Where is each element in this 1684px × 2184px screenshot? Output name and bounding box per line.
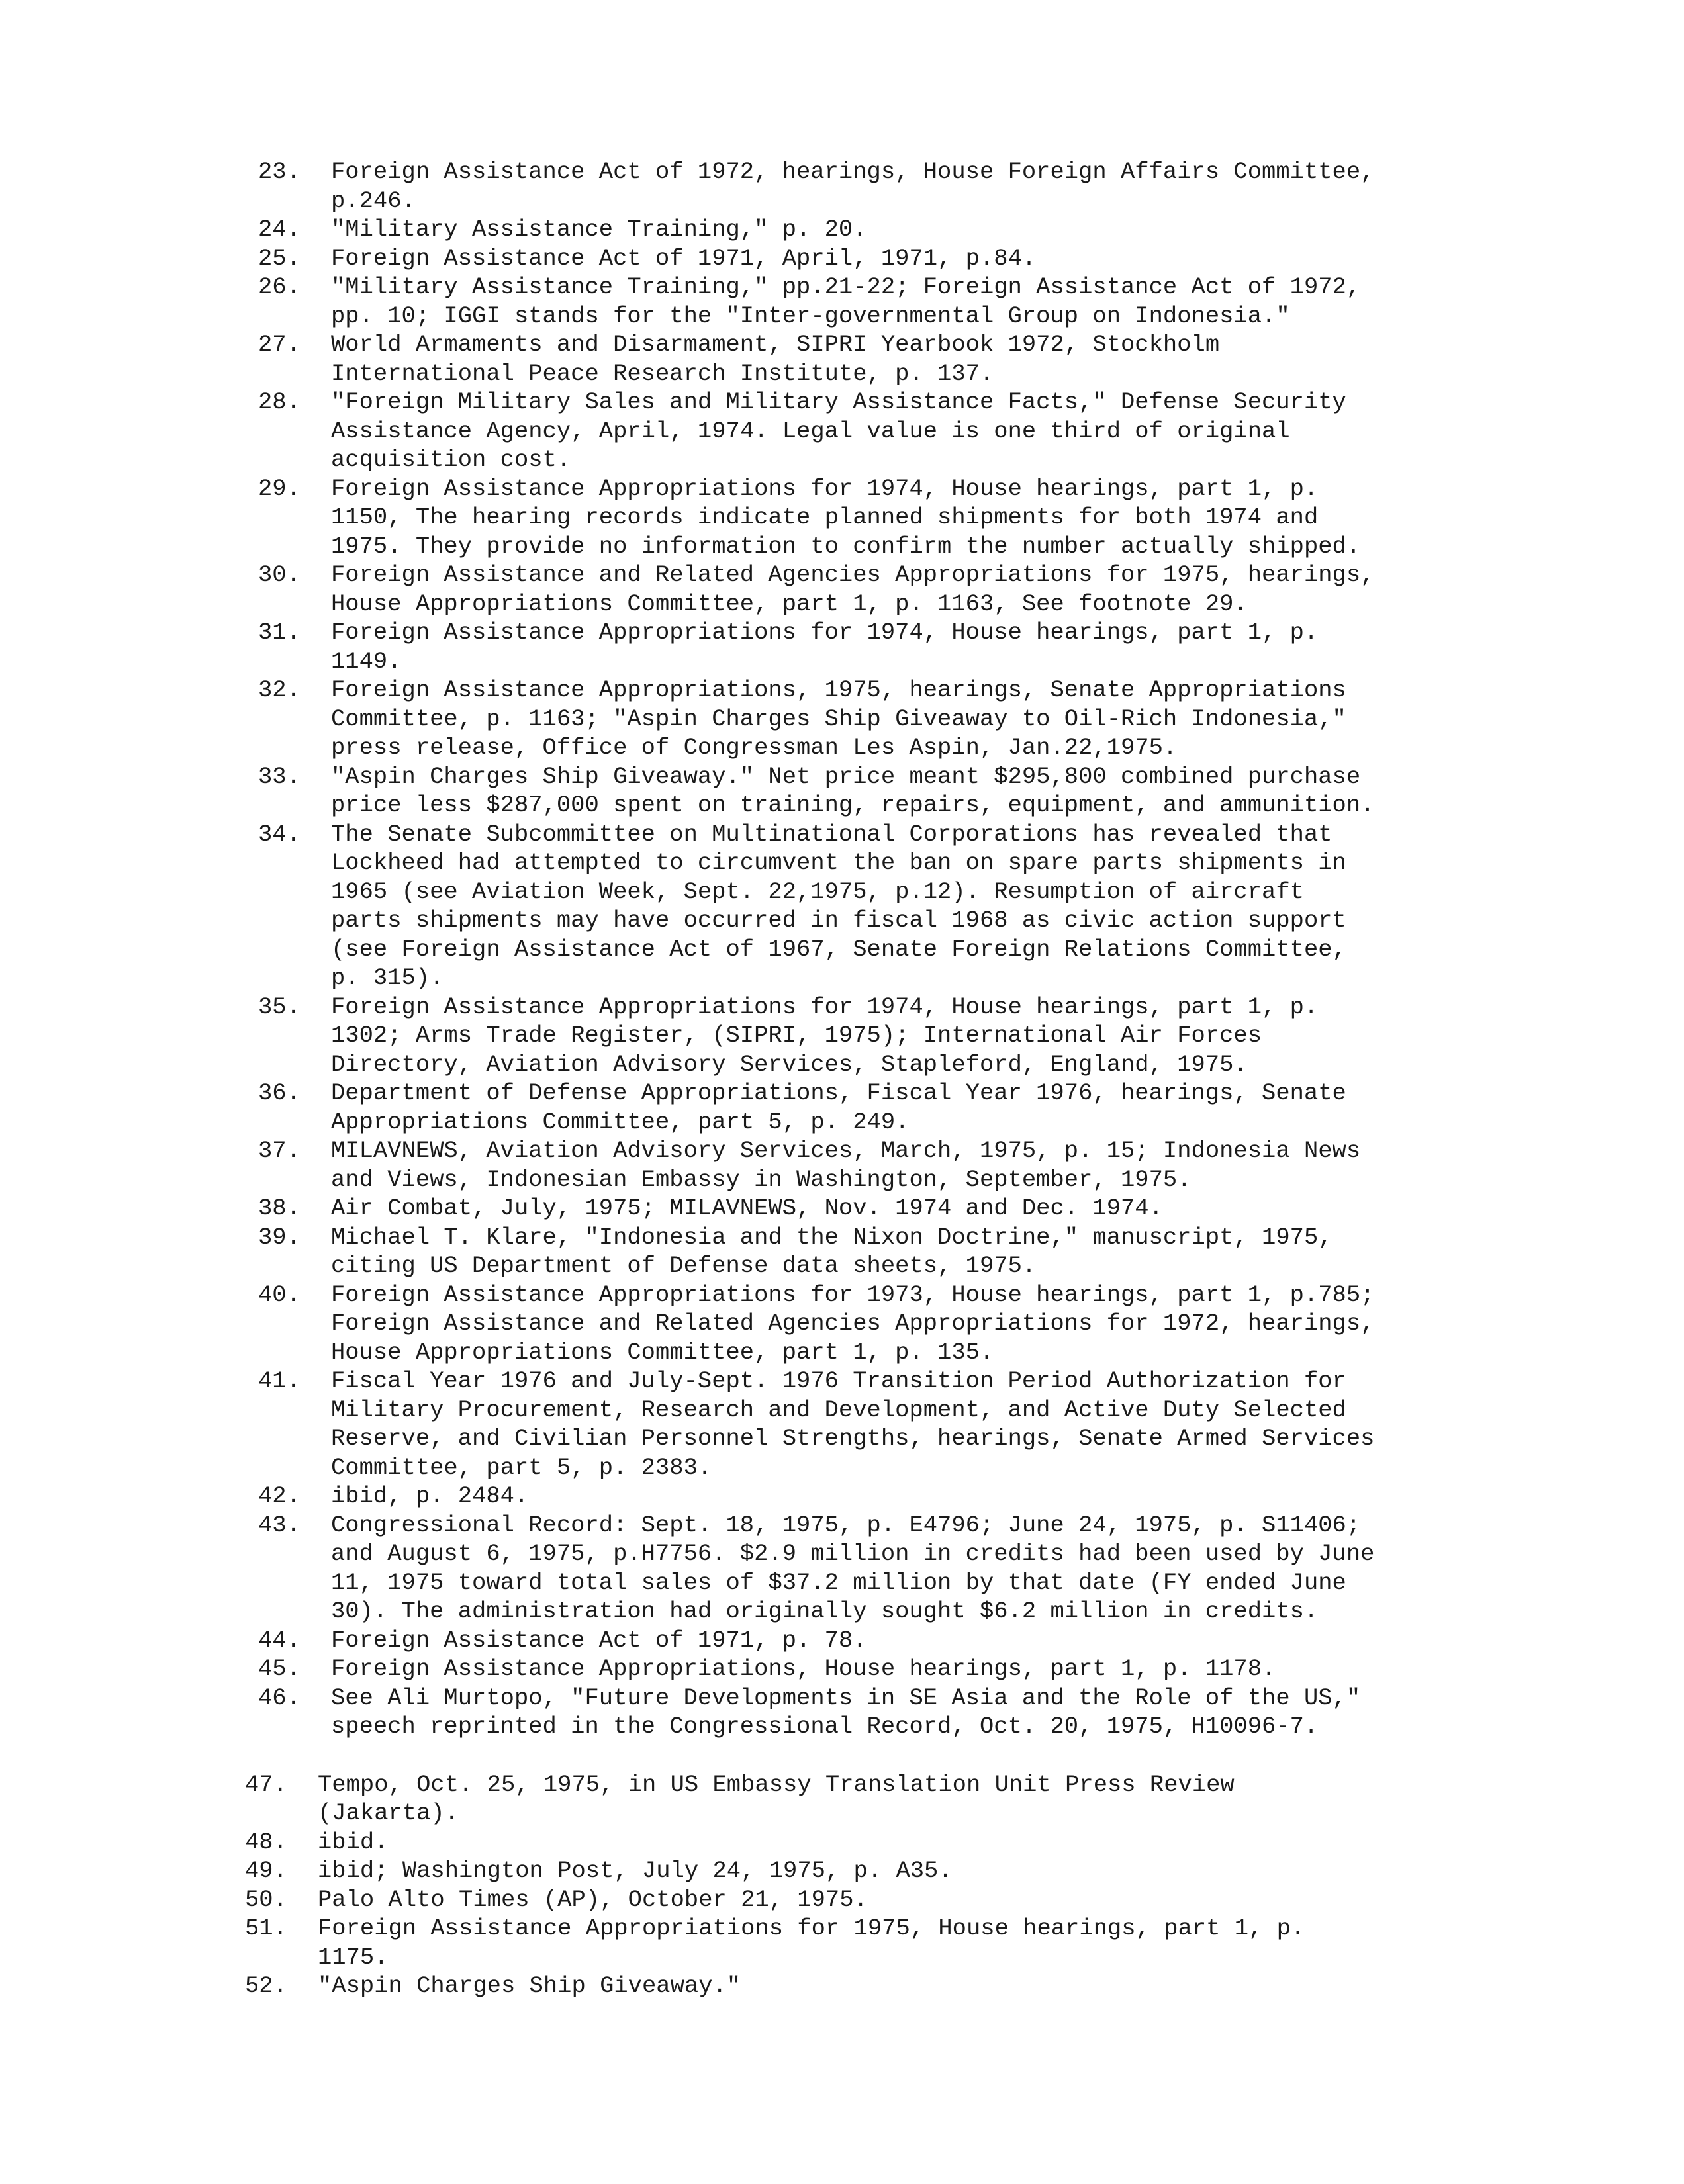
footnote [258, 1281, 1383, 1367]
footnote-text: Foreign Assistance Appropriations for 1974, House hearings, part 1, p. 1150, The hearing records indicate planned shipments for both 1974 and 1975. They provide no information to confirm the number actually shipped. [331, 475, 1361, 560]
footnote-text: Foreign Assistance Act of 1971, April, 1971, p.84. [331, 244, 1037, 272]
footnote [258, 1194, 1383, 1223]
footnote [258, 388, 1383, 475]
footnote-text: Tempo, Oct. 25, 1975, in US Embassy Translation Unit Press Review (Jakarta). [318, 1770, 1235, 1827]
footnote-text: ibid. [318, 1828, 389, 1856]
footnote-number: 26. [258, 273, 301, 300]
footnote [245, 1828, 1383, 1857]
footnote [258, 820, 1383, 993]
footnote-number: 25. [258, 244, 301, 272]
footnote-text: Congressional Record: Sept. 18, 1975, p. E4796; June 24, 1975, p. S11406; and August 6, 1975, p.H7756. $2.9 million in credits had been used by June 11, 1975 toward total sales of $37.2 million by that date (FY ended June 30). The administration had originally sought $6.2 million in credits. [331, 1511, 1375, 1625]
footnote-number: 30. [258, 561, 301, 588]
footnote [258, 676, 1383, 762]
footnote-number: 49. [245, 1857, 287, 1884]
footnote-number: 48. [245, 1828, 287, 1856]
footnote-text: Foreign Assistance Appropriations, House hearings, part 1, p. 1178. [331, 1655, 1276, 1682]
footnote-number: 40. [258, 1281, 301, 1308]
footnote-number: 38. [258, 1195, 301, 1222]
footnote-text: Foreign Assistance Act of 1971, p. 78. [331, 1626, 867, 1654]
footnote-number: 37. [258, 1137, 301, 1164]
footnote [258, 1079, 1383, 1136]
footnote-number: 36. [258, 1079, 301, 1107]
footnote-number: 51. [245, 1915, 287, 1942]
footnote [258, 1482, 1383, 1511]
footnote-text: Palo Alto Times (AP), October 21, 1975. [318, 1886, 868, 1913]
footnote-text: Foreign Assistance and Related Agencies Appropriations for 1975, hearings, House Appropriations Committee, part 1, p. 1163, See footnote 29. [331, 561, 1375, 617]
footnote [258, 273, 1383, 330]
footnote-group-second [245, 1770, 1383, 2001]
footnote-number: 46. [258, 1684, 301, 1711]
footnote-text: "Aspin Charges Ship Giveaway." Net price meant $295,800 combined purchase price less $287,000 spent on training, repairs, equipment, and ammunition. [331, 762, 1375, 819]
footnote-text: "Military Assistance Training," p. 20. [331, 216, 867, 243]
footnote [258, 158, 1383, 215]
footnote-text: "Foreign Military Sales and Military Assistance Facts," Defense Security Assistance Agency, April, 1974. Legal value is one third of original acquisition cost. [331, 388, 1346, 473]
footnote [245, 1972, 1383, 2001]
footnote-number: 32. [258, 676, 301, 704]
footnote-text: World Armaments and Disarmament, SIPRI Yearbook 1972, Stockholm International Peace Research Institute, p. 137. [331, 331, 1220, 387]
footnote-text: Foreign Assistance Appropriations for 1973, House hearings, part 1, p.785; Foreign Assistance and Related Agencies Appropriations for 1972, hearings, House Appropriations Committee, part 1, p. 135. [331, 1281, 1375, 1366]
footnote-text: Michael T. Klare, "Indonesia and the Nixon Doctrine," manuscript, 1975, citing US Department of Defense data sheets, 1975. [331, 1223, 1333, 1279]
footnote-text: Foreign Assistance Act of 1972, hearings, House Foreign Affairs Committee, p.246. [331, 158, 1375, 214]
footnote [258, 993, 1383, 1079]
footnote-number: 41. [258, 1367, 301, 1394]
footnote-number: 29. [258, 475, 301, 502]
footnote-text: Foreign Assistance Appropriations for 1974, House hearings, part 1, p. 1149. [331, 619, 1319, 675]
footnote [258, 244, 1383, 273]
footnote-text: The Senate Subcommittee on Multinational Corporations has revealed that Lockheed had attempted to circumvent the ban on spare parts shipments in 1965 (see Aviation Week, Sept. 22,1975, p.12). Resumption of aircraft parts shipments may have occurred in fiscal 1968 as civic action support (see Foreign Assistance Act of 1967, Senate Foreign Relations Committee, p. 315). [331, 820, 1346, 991]
footnote-text: Air Combat, July, 1975; MILAVNEWS, Nov. 1974 and Dec. 1974. [331, 1195, 1163, 1222]
footnote-list [245, 158, 1383, 2001]
footnote-number: 24. [258, 216, 301, 243]
footnote-number: 39. [258, 1223, 301, 1251]
footnote-text: ibid; Washington Post, July 24, 1975, p. A35. [318, 1857, 953, 1884]
footnote [245, 1770, 1383, 1828]
footnote [258, 1511, 1383, 1626]
footnote [258, 475, 1383, 561]
footnote [245, 1886, 1383, 1915]
footnote-text: Foreign Assistance Appropriations for 1975, House hearings, part 1, p. 1175. [318, 1915, 1305, 1971]
footnote-number: 34. [258, 820, 301, 848]
footnote [258, 1626, 1383, 1655]
footnote-number: 50. [245, 1886, 287, 1913]
footnote [258, 1684, 1383, 1741]
footnote [258, 1367, 1383, 1482]
footnote [258, 1223, 1383, 1281]
footnote [258, 561, 1383, 618]
footnote-number: 33. [258, 762, 301, 790]
section-gap [258, 1741, 1383, 1770]
footnote [245, 1914, 1383, 1972]
footnote-text: Foreign Assistance Appropriations, 1975, hearings, Senate Appropriations Committee, p. 1163; "Aspin Charges Ship Giveaway to Oil-Rich Indonesia," press release, Office of Congressman Les Aspin, Jan.22,1975. [331, 676, 1346, 761]
footnote-text: Department of Defense Appropriations, Fiscal Year 1976, hearings, Senate Appropriations Committee, part 5, p. 249. [331, 1079, 1346, 1136]
footnote [258, 762, 1383, 820]
footnote [258, 215, 1383, 244]
footnote-number: 27. [258, 331, 301, 358]
footnote-number: 28. [258, 388, 301, 416]
footnote-number: 43. [258, 1511, 301, 1539]
footnote-number: 23. [258, 158, 301, 185]
footnote-text: Fiscal Year 1976 and July-Sept. 1976 Transition Period Authorization for Military Procurement, Research and Development, and Active Duty Selected Reserve, and Civilian Personnel Strengths, hearings, Senate Armed Services Committee, part 5, p. 2383. [331, 1367, 1375, 1481]
footnote-text: "Military Assistance Training," pp.21-22; Foreign Assistance Act of 1972, pp. 10; IGGI stands for the "Inter-governmental Group on Indonesia." [331, 273, 1361, 330]
footnote-number: 31. [258, 619, 301, 646]
footnote-text: ibid, p. 2484. [331, 1482, 529, 1510]
footnote-number: 35. [258, 993, 301, 1021]
footnote-text: Foreign Assistance Appropriations for 1974, House hearings, part 1, p. 1302; Arms Trade Register, (SIPRI, 1975); International Air Forces Directory, Aviation Advisory Services, Stapleford, England, 1975. [331, 993, 1319, 1078]
footnote [258, 330, 1383, 388]
footnote-text: See Ali Murtopo, "Future Developments in SE Asia and the Role of the US," speech reprinted in the Congressional Record, Oct. 20, 1975, H10096-7. [331, 1684, 1361, 1740]
footnote-number: 47. [245, 1770, 287, 1798]
footnote-number: 52. [245, 1972, 287, 1999]
footnote [258, 1655, 1383, 1684]
footnote-text: "Aspin Charges Ship Giveaway." [318, 1972, 741, 1999]
footnote [258, 618, 1383, 676]
footnote-number: 44. [258, 1626, 301, 1654]
footnote-number: 45. [258, 1655, 301, 1682]
footnote-number: 42. [258, 1482, 301, 1510]
footnote [245, 1856, 1383, 1886]
footnote-text: MILAVNEWS, Aviation Advisory Services, March, 1975, p. 15; Indonesia News and Views, Indonesian Embassy in Washington, September, 1975. [331, 1137, 1361, 1193]
footnote [258, 1136, 1383, 1194]
